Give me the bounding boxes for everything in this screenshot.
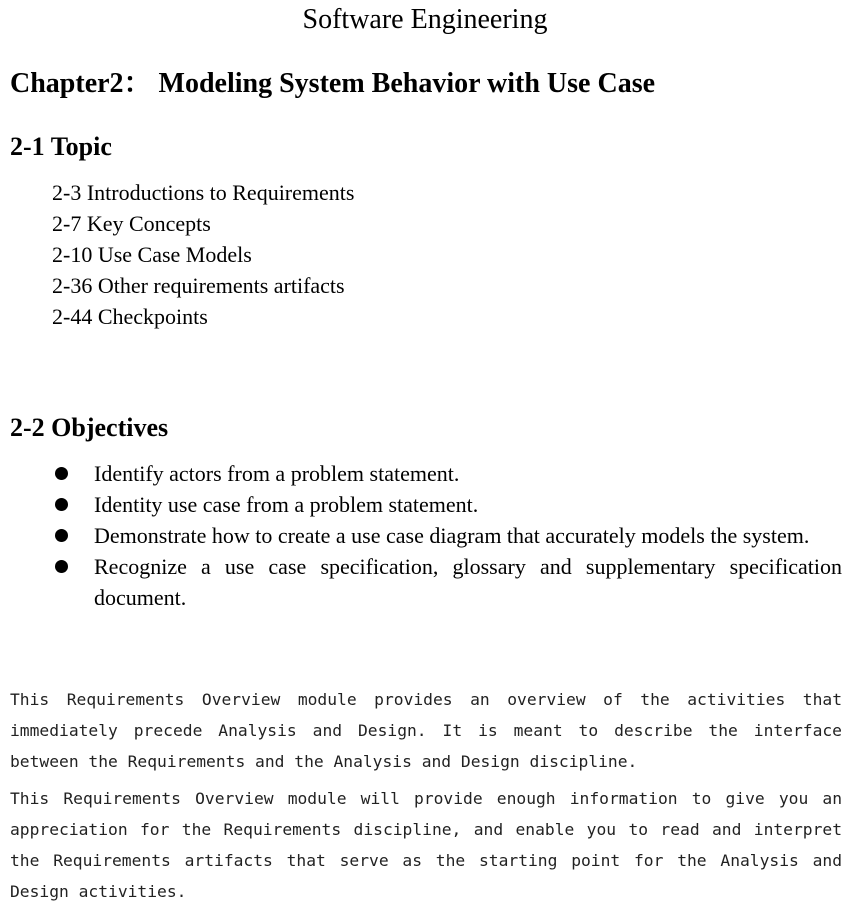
overview-paragraph: This Requirements Overview module will provide enough information to give you an appreciation for the Requirements discipline, and enable you to read and interpret the Requirements artifacts that serve as the starting point for the Analysis and Design activities.	[10, 789, 842, 901]
chapter-title: Chapter2： Modeling System Behavior with Use Case	[10, 68, 656, 99]
objective-text: Identity use case from a problem statement.	[94, 492, 479, 517]
objective-item	[10, 458, 842, 489]
objective-item	[10, 489, 842, 520]
topic-item: 2-36 Other requirements artifacts	[52, 273, 345, 298]
objectives-list	[10, 458, 842, 613]
document-title: Software Engineering	[302, 4, 548, 35]
topic-list	[52, 177, 354, 332]
bullet-icon	[55, 560, 68, 573]
objective-item	[10, 551, 842, 613]
bullet-icon	[55, 529, 68, 542]
objectives-heading: 2-2 Objectives	[10, 413, 169, 442]
objective-text: Identify actors from a problem statement.	[94, 461, 460, 486]
topic-item: 2-44 Checkpoints	[52, 304, 208, 329]
bullet-icon	[55, 467, 68, 480]
objective-text: Recognize a use case specification, glossary and supplementary specification document.	[94, 554, 842, 610]
topic-item: 2-10 Use Case Models	[52, 242, 252, 267]
topic-item: 2-3 Introductions to Requirements	[52, 180, 355, 205]
topic-heading: 2-1 Topic	[10, 132, 112, 161]
objective-item	[10, 520, 842, 551]
objective-text: Demonstrate how to create a use case diagram that accurately models the system.	[94, 523, 810, 548]
topic-item: 2-7 Key Concepts	[52, 211, 211, 236]
overview-paragraph: This Requirements Overview module provides an overview of the activities that immediately precede Analysis and Design. It is meant to describe the interface between the Requirements and the Analysis and Design discipline.	[10, 690, 842, 771]
bullet-icon	[55, 498, 68, 511]
